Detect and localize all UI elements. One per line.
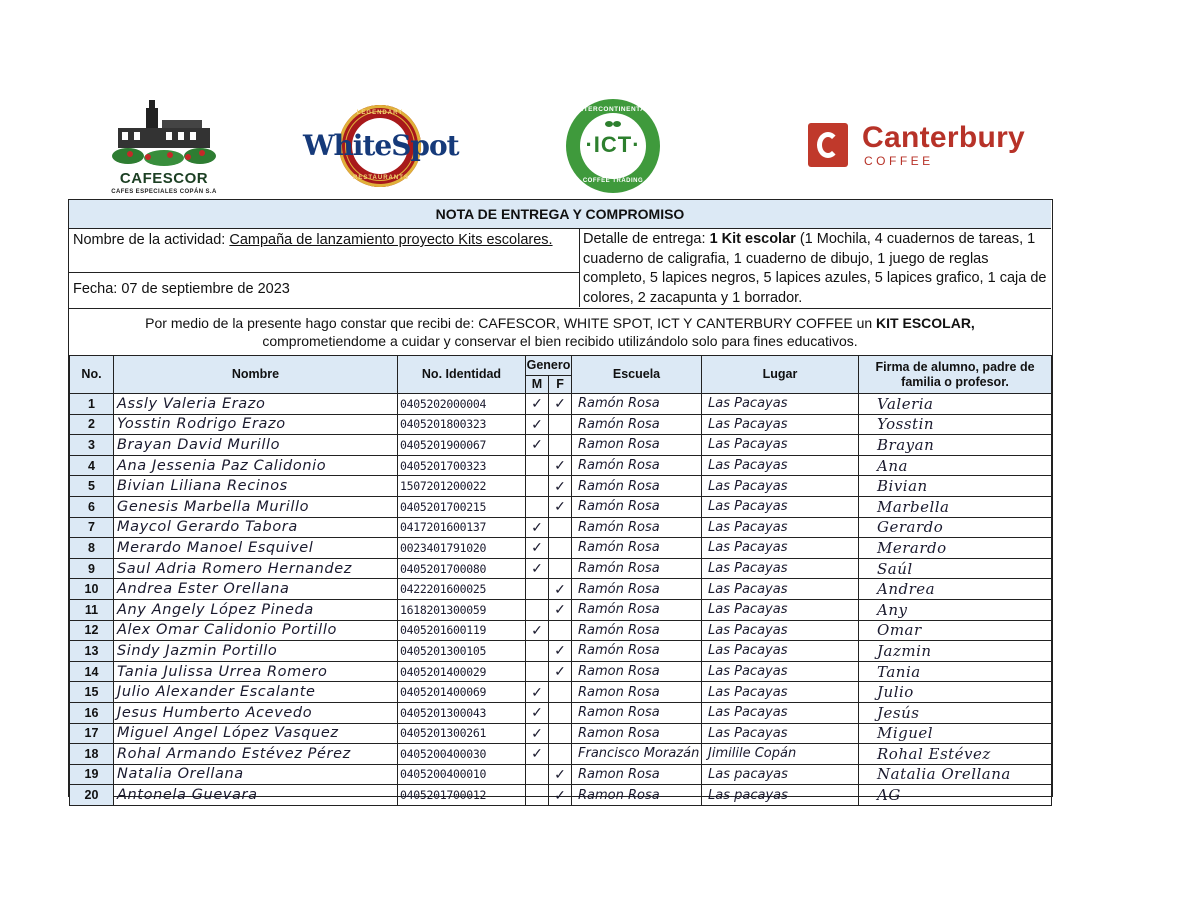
- place-name: Las Pacayas: [702, 394, 859, 415]
- identity-number: 1507201200022: [398, 476, 526, 497]
- gender-m-check: ✓: [526, 744, 549, 765]
- signature: Brayan: [859, 435, 1052, 456]
- gender-m-check: ✓: [526, 702, 549, 723]
- student-name: Bivian Liliana Recinos: [114, 476, 398, 497]
- delivery-detail: [583, 230, 1049, 308]
- place-name: Las Pacayas: [702, 702, 859, 723]
- delivery-form: [68, 199, 1053, 805]
- gender-m-check: ✓: [526, 435, 549, 456]
- row-number: 9: [70, 558, 114, 579]
- gender-m-check: [526, 599, 549, 620]
- row-number: 8: [70, 538, 114, 559]
- table-row: [70, 579, 1052, 600]
- school-name: Ramon Rosa: [572, 723, 702, 744]
- ict-bottom-text: COFFEE TRADING: [582, 178, 644, 184]
- school-name: Francisco Morazán: [572, 744, 702, 765]
- cafescor-building-icon: [108, 98, 220, 170]
- gender-f-check: [549, 702, 572, 723]
- ict-top-text: INTERCONTINENTAL: [576, 106, 650, 113]
- row-number: 15: [70, 682, 114, 703]
- row-number: 5: [70, 476, 114, 497]
- identity-number: 0405201700215: [398, 496, 526, 517]
- identity-number: 0405201800323: [398, 414, 526, 435]
- row-number: 7: [70, 517, 114, 538]
- gender-f-check: ✓: [549, 599, 572, 620]
- header-name: Nombre: [114, 356, 398, 394]
- date-value: 07 de septiembre de 2023: [121, 281, 290, 297]
- signature: Merardo: [859, 538, 1052, 559]
- table-row: [70, 702, 1052, 723]
- place-name: Las Pacayas: [702, 682, 859, 703]
- gender-m-check: [526, 579, 549, 600]
- gender-f-check: ✓: [549, 579, 572, 600]
- school-name: Ramón Rosa: [572, 496, 702, 517]
- row-number: 2: [70, 414, 114, 435]
- student-name: Tania Julissa Urrea Romero: [114, 661, 398, 682]
- signature: Marbella: [859, 496, 1052, 517]
- place-name: Las Pacayas: [702, 455, 859, 476]
- identity-number: 0417201600137: [398, 517, 526, 538]
- gender-f-check: [549, 620, 572, 641]
- whitespot-top-text: LEGENDARY: [356, 110, 404, 116]
- gender-m-check: [526, 496, 549, 517]
- school-name: Ramón Rosa: [572, 599, 702, 620]
- place-name: Las Pacayas: [702, 620, 859, 641]
- date-row: [69, 272, 579, 308]
- row-number: 17: [70, 723, 114, 744]
- student-name: Any Angely López Pineda: [114, 599, 398, 620]
- gender-m-check: ✓: [526, 517, 549, 538]
- row-number: 1: [70, 394, 114, 415]
- row-number: 10: [70, 579, 114, 600]
- whitespot-logo: [303, 105, 465, 187]
- header-f: F: [549, 376, 572, 394]
- place-name: Las Pacayas: [702, 538, 859, 559]
- school-name: Ramon Rosa: [572, 435, 702, 456]
- signature: Tania: [859, 661, 1052, 682]
- identity-number: 0405201700323: [398, 455, 526, 476]
- student-name: Andrea Ester Orellana: [114, 579, 398, 600]
- table-row: [70, 599, 1052, 620]
- school-name: Ramón Rosa: [572, 538, 702, 559]
- table-row: [70, 538, 1052, 559]
- student-name: Julio Alexander Escalante: [114, 682, 398, 703]
- identity-number: 0405200400010: [398, 764, 526, 785]
- identity-number: 1618201300059: [398, 599, 526, 620]
- header-no: No.: [70, 356, 114, 394]
- signature: Miguel: [859, 723, 1052, 744]
- gender-f-check: ✓: [549, 476, 572, 497]
- student-name: Yosstin Rodrigo Erazo: [114, 414, 398, 435]
- gender-f-check: [549, 682, 572, 703]
- table-row: [70, 496, 1052, 517]
- header-signature: Firma de alumno, padre de familia o profesor.: [859, 356, 1052, 394]
- student-name: Sindy Jazmin Portillo: [114, 641, 398, 662]
- row-number: 18: [70, 744, 114, 765]
- signature: Omar: [859, 620, 1052, 641]
- canterbury-name: Canterbury: [862, 121, 1026, 154]
- activity-section: [69, 229, 580, 307]
- header-m: M: [526, 376, 549, 394]
- row-number: 19: [70, 764, 114, 785]
- signature: Saúl: [859, 558, 1052, 579]
- identity-number: 0405201900067: [398, 435, 526, 456]
- student-name: Alex Omar Calidonio Portillo: [114, 620, 398, 641]
- place-name: Las Pacayas: [702, 558, 859, 579]
- ict-logo: [566, 99, 660, 193]
- place-name: Las Pacayas: [702, 641, 859, 662]
- gender-m-check: [526, 764, 549, 785]
- school-name: Ramon Rosa: [572, 682, 702, 703]
- row-number: 4: [70, 455, 114, 476]
- school-name: Ramón Rosa: [572, 394, 702, 415]
- school-name: Ramón Rosa: [572, 414, 702, 435]
- place-name: Las Pacayas: [702, 661, 859, 682]
- row-number: 16: [70, 702, 114, 723]
- gender-m-check: ✓: [526, 723, 549, 744]
- activity-field: [73, 231, 573, 250]
- cafescor-subtitle: CAFES ESPECIALES COPÁN S.A: [111, 189, 217, 195]
- gender-f-check: [549, 723, 572, 744]
- table-row: [70, 455, 1052, 476]
- gender-f-check: [549, 744, 572, 765]
- identity-number: 0405201300043: [398, 702, 526, 723]
- header-school: Escuela: [572, 356, 702, 394]
- student-name: Merardo Manoel Esquivel: [114, 538, 398, 559]
- identity-number: 0405201400069: [398, 682, 526, 703]
- place-name: Jimilile Copán: [702, 744, 859, 765]
- signature: Valeria: [859, 394, 1052, 415]
- signature: Rohal Estévez: [859, 744, 1052, 765]
- table-row: [70, 682, 1052, 703]
- table-row: [70, 723, 1052, 744]
- identity-number: 0405201400029: [398, 661, 526, 682]
- date-field: [73, 281, 290, 297]
- place-name: Las Pacayas: [702, 723, 859, 744]
- table-row: [70, 414, 1052, 435]
- ict-mark: ·ICT·: [585, 132, 641, 157]
- row-number: 13: [70, 641, 114, 662]
- student-name: Antonela Guevara: [114, 785, 398, 806]
- student-name: Assly Valeria Erazo: [114, 394, 398, 415]
- cafescor-name: CAFESCOR: [119, 170, 209, 187]
- gender-m-check: ✓: [526, 620, 549, 641]
- signature: AG: [859, 785, 1052, 806]
- identity-number: 0023401791020: [398, 538, 526, 559]
- row-number: 12: [70, 620, 114, 641]
- school-name: Ramón Rosa: [572, 558, 702, 579]
- student-name: Natalia Orellana: [114, 764, 398, 785]
- student-name: Saul Adria Romero Hernandez: [114, 558, 398, 579]
- signature: Natalia Orellana: [859, 764, 1052, 785]
- school-name: Ramón Rosa: [572, 455, 702, 476]
- gender-m-check: ✓: [526, 538, 549, 559]
- row-number: 6: [70, 496, 114, 517]
- identity-number: 0405200400030: [398, 744, 526, 765]
- signature: Bivian: [859, 476, 1052, 497]
- table-row: [70, 641, 1052, 662]
- school-name: Ramón Rosa: [572, 517, 702, 538]
- gender-m-check: [526, 785, 549, 806]
- row-number: 20: [70, 785, 114, 806]
- activity-value: Campaña de lanzamiento proyecto Kits escolares.: [229, 232, 553, 248]
- place-name: Las Pacayas: [702, 414, 859, 435]
- canterbury-c-icon: [808, 123, 848, 167]
- gender-f-check: ✓: [549, 496, 572, 517]
- statement-part2: comprometiendome a cuidar y conservar el bien recibido utilizándolo solo para fines educativos.: [262, 333, 858, 349]
- gender-m-check: [526, 641, 549, 662]
- place-name: Las Pacayas: [702, 517, 859, 538]
- gender-m-check: ✓: [526, 394, 549, 415]
- place-name: Las Pacayas: [702, 496, 859, 517]
- identity-number: 0405201300261: [398, 723, 526, 744]
- gender-f-check: ✓: [549, 785, 572, 806]
- identity-number: 0405201600119: [398, 620, 526, 641]
- row-number: 3: [70, 435, 114, 456]
- signature: Jesús: [859, 702, 1052, 723]
- whitespot-name: WhiteSpot: [303, 129, 459, 162]
- student-name: Maycol Gerardo Tabora: [114, 517, 398, 538]
- gender-f-check: [549, 435, 572, 456]
- identity-number: 0405201300105: [398, 641, 526, 662]
- gender-f-check: [549, 414, 572, 435]
- cafescor-logo: [108, 98, 220, 200]
- place-name: Las Pacayas: [702, 435, 859, 456]
- recipients-table: [69, 355, 1051, 806]
- header-place: Lugar: [702, 356, 859, 394]
- delivery-kit: 1 Kit escolar: [709, 231, 796, 247]
- gender-f-check: [549, 558, 572, 579]
- gender-m-check: [526, 661, 549, 682]
- gender-f-check: ✓: [549, 641, 572, 662]
- identity-number: 0405201700012: [398, 785, 526, 806]
- activity-label: Nombre de la actividad:: [73, 232, 230, 248]
- school-name: Ramón Rosa: [572, 579, 702, 600]
- gender-m-check: ✓: [526, 414, 549, 435]
- signature: Gerardo: [859, 517, 1052, 538]
- school-name: Ramon Rosa: [572, 785, 702, 806]
- signature: Andrea: [859, 579, 1052, 600]
- student-name: Jesus Humberto Acevedo: [114, 702, 398, 723]
- table-row: [70, 435, 1052, 456]
- gender-f-check: ✓: [549, 661, 572, 682]
- student-name: Brayan David Murillo: [114, 435, 398, 456]
- whitespot-bottom-text: RESTAURANTS: [353, 175, 409, 181]
- table-row: [70, 517, 1052, 538]
- delivery-items: (1 Mochila, 4 cuadernos de tareas, 1 cuaderno de caligrafia, 1 cuaderno de dibujo, 1 juego de reglas completo, 5 lapices negros, 5 lapices azules, 5 lapices grafico, 1 caja de colores, 2 zacapunta y 1 borrador.: [583, 231, 1047, 306]
- school-name: Ramon Rosa: [572, 661, 702, 682]
- gender-f-check: [549, 517, 572, 538]
- gender-m-check: [526, 476, 549, 497]
- table-row: [70, 764, 1052, 785]
- gender-f-check: ✓: [549, 764, 572, 785]
- coffee-bean-icon: [604, 119, 622, 129]
- canterbury-subtitle: COFFEE: [864, 154, 934, 168]
- student-name: Miguel Angel López Vasquez: [114, 723, 398, 744]
- statement-part1: Por medio de la presente hago constar que recibi de: CAFESCOR, WHITE SPOT, ICT Y CANTERBURY COFFEE un: [145, 315, 877, 331]
- table-row: [70, 661, 1052, 682]
- school-name: Ramon Rosa: [572, 702, 702, 723]
- student-name: Genesis Marbella Murillo: [114, 496, 398, 517]
- delivery-label: Detalle de entrega:: [583, 231, 710, 247]
- gender-m-check: ✓: [526, 558, 549, 579]
- table-row: [70, 620, 1052, 641]
- header-genero: Genero: [526, 356, 572, 376]
- identity-number: 0405202000004: [398, 394, 526, 415]
- header-id: No. Identidad: [398, 356, 526, 394]
- document-title: NOTA DE ENTREGA Y COMPROMISO: [69, 200, 1051, 229]
- school-name: Ramón Rosa: [572, 641, 702, 662]
- school-name: Ramón Rosa: [572, 476, 702, 497]
- student-name: Ana Jessenia Paz Calidonio: [114, 455, 398, 476]
- place-name: Las Pacayas: [702, 579, 859, 600]
- table-row: [70, 394, 1052, 415]
- row-number: 11: [70, 599, 114, 620]
- student-name: Rohal Armando Estévez Pérez: [114, 744, 398, 765]
- statement-bold: KIT ESCOLAR,: [876, 315, 975, 331]
- table-row: [70, 476, 1052, 497]
- signature: Any: [859, 599, 1052, 620]
- gender-f-check: ✓: [549, 455, 572, 476]
- gender-f-check: [549, 538, 572, 559]
- commitment-statement: [69, 308, 1051, 356]
- place-name: Las pacayas: [702, 785, 859, 806]
- gender-m-check: [526, 455, 549, 476]
- school-name: Ramón Rosa: [572, 620, 702, 641]
- place-name: Las Pacayas: [702, 476, 859, 497]
- date-label: Fecha:: [73, 281, 122, 297]
- place-name: Las Pacayas: [702, 599, 859, 620]
- table-row: [70, 744, 1052, 765]
- table-row: [70, 785, 1052, 806]
- identity-number: 0422201600025: [398, 579, 526, 600]
- signature: Julio: [859, 682, 1052, 703]
- canterbury-logo: [808, 121, 1038, 171]
- row-number: 14: [70, 661, 114, 682]
- identity-number: 0405201700080: [398, 558, 526, 579]
- school-name: Ramon Rosa: [572, 764, 702, 785]
- signature: Jazmin: [859, 641, 1052, 662]
- table-row: [70, 558, 1052, 579]
- place-name: Las pacayas: [702, 764, 859, 785]
- logo-bar: [0, 95, 1200, 200]
- gender-f-check: ✓: [549, 394, 572, 415]
- signature: Ana: [859, 455, 1052, 476]
- gender-m-check: ✓: [526, 682, 549, 703]
- signature: Yosstin: [859, 414, 1052, 435]
